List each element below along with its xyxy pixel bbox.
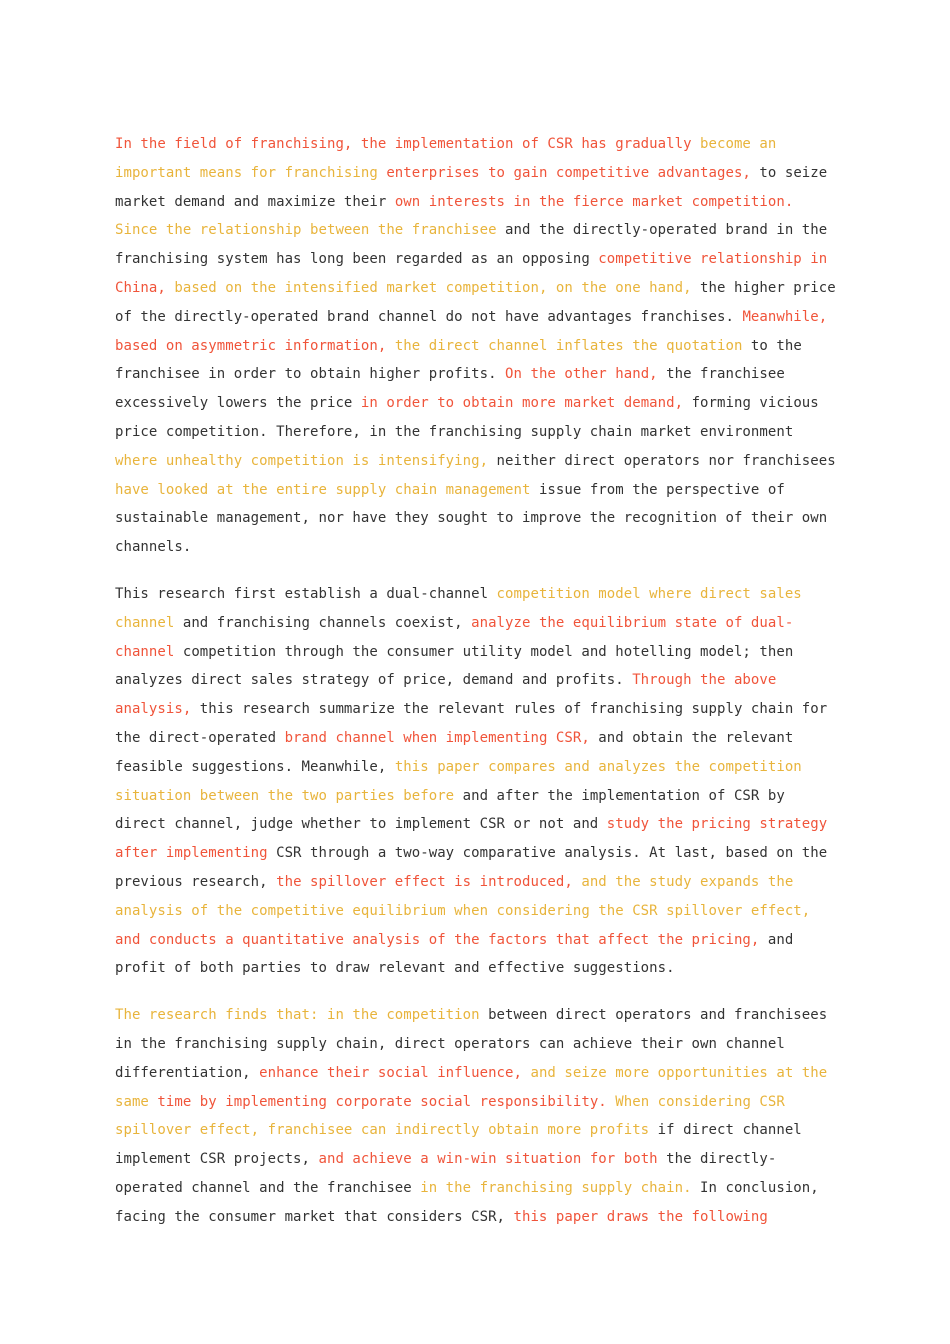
- body-text: and franchising channels coexist,: [174, 614, 472, 631]
- highlighted-text: On the other hand,: [505, 366, 658, 383]
- text-line: [115, 188, 835, 217]
- highlighted-text: the spillover effect is introduced,: [276, 873, 582, 890]
- body-text: analyzes direct sales strategy of price, demand and profits.: [115, 672, 633, 689]
- paragraph: [115, 130, 835, 562]
- highlighted-text: this paper draws the following: [513, 1208, 768, 1225]
- body-text: profit of both parties to draw relevant and effective suggestions.: [115, 960, 675, 977]
- body-text: franchising system has long been regarded as an opposing: [115, 251, 599, 268]
- highlighted-text: and conducts a quantitative analysis of the factors that affect the pricing,: [115, 931, 760, 948]
- text-line: [115, 954, 835, 983]
- highlighted-text: China,: [115, 279, 175, 296]
- paragraph: [115, 580, 835, 983]
- body-text: excessively lowers the price: [115, 395, 361, 412]
- highlighted-text: competitive relationship in: [598, 251, 828, 268]
- text-line: [115, 216, 835, 245]
- text-line: [115, 504, 835, 533]
- text-line: [115, 724, 835, 753]
- body-text: and obtain the relevant: [589, 729, 794, 746]
- highlighted-text: study the pricing strategy: [606, 816, 828, 833]
- body-text: the directly-: [657, 1151, 777, 1168]
- highlighted-text: brand channel when implementing CSR,: [284, 729, 590, 746]
- text-line: [115, 274, 835, 303]
- highlighted-text: analyze the equilibrium state of dual-: [471, 614, 794, 631]
- highlighted-text: and achieve a win-win situation for both: [318, 1151, 658, 1168]
- text-line: [115, 1088, 835, 1117]
- highlighted-text: based on asymmetric information,: [115, 337, 395, 354]
- text-line: [115, 782, 835, 811]
- text-line: [115, 447, 835, 476]
- text-line: [115, 638, 835, 667]
- highlighted-text: In the field of franchising, the implementation of CSR has gradually: [115, 136, 701, 152]
- text-line: [115, 897, 835, 926]
- body-text: and: [759, 931, 794, 948]
- body-text: market demand and maximize their: [115, 193, 395, 210]
- text-line: [115, 1174, 835, 1203]
- text-line: [115, 1001, 835, 1030]
- body-text: franchisee in order to obtain higher profits.: [115, 366, 506, 383]
- text-line: [115, 1145, 835, 1174]
- text-line: [115, 868, 835, 897]
- highlighted-text: after implementing: [115, 845, 268, 862]
- text-line: [115, 1116, 835, 1145]
- body-text: differentiation,: [115, 1064, 260, 1081]
- text-line: [115, 418, 835, 447]
- highlighted-text: the direct channel inflates the quotation: [394, 337, 743, 354]
- highlighted-text: important means for franchising: [115, 164, 387, 181]
- body-text: if direct channel: [649, 1122, 802, 1139]
- highlighted-text: in the franchising supply chain.: [420, 1179, 692, 1196]
- text-line: [115, 303, 835, 332]
- text-line: [115, 360, 835, 389]
- highlighted-text: The research finds that: in the competition: [115, 1007, 480, 1024]
- highlighted-text: time by implementing corporate social responsibility.: [157, 1093, 607, 1110]
- highlighted-text: this paper compares and analyzes the competition: [394, 758, 802, 775]
- text-line: [115, 245, 835, 274]
- body-text: of the directly-operated brand channel do not have advantages franchises.: [115, 308, 743, 325]
- highlighted-text: enhance their social influence,: [259, 1064, 531, 1081]
- highlighted-text: and the study expands the: [581, 873, 794, 890]
- text-line: [115, 332, 835, 361]
- highlighted-text: and seize more opportunities at the: [530, 1064, 828, 1081]
- body-text: sustainable management, nor have they sought to improve the recognition of their own: [115, 510, 828, 527]
- body-text: implement CSR projects,: [115, 1151, 319, 1168]
- highlighted-text: analysis of the competitive equilibrium when considering the CSR spillover effect,: [115, 902, 811, 919]
- highlighted-text: in order to obtain more market demand,: [360, 395, 684, 412]
- text-line: [115, 159, 835, 188]
- body-text: channels.: [115, 539, 192, 556]
- highlighted-text: where unhealthy competition is intensifying,: [115, 452, 489, 469]
- text-line: [115, 839, 835, 868]
- text-line: [115, 389, 835, 418]
- highlighted-text: spillover effect, franchisee can indirectly obtain more profits: [115, 1122, 650, 1139]
- highlighted-text: channel: [115, 643, 175, 660]
- text-line: [115, 476, 835, 505]
- body-text: to seize: [750, 164, 828, 181]
- highlighted-text: Through the above: [632, 672, 777, 689]
- text-line: [115, 533, 835, 562]
- body-text: the direct-operated: [115, 729, 285, 746]
- text-line: [115, 1030, 835, 1059]
- text-line: [115, 1203, 835, 1232]
- body-text: and after the implementation of CSR by: [454, 787, 785, 804]
- body-text: neither direct operators nor franchisees: [488, 452, 836, 469]
- text-line: [115, 609, 835, 638]
- body-text: In conclusion,: [691, 1179, 819, 1196]
- highlighted-text: have looked at the entire supply chain management: [115, 481, 531, 498]
- body-text: feasible suggestions. Meanwhile,: [115, 758, 395, 775]
- highlighted-text: Since the relationship between the franchisee: [115, 222, 497, 239]
- highlighted-text: Meanwhile,: [742, 308, 828, 325]
- body-text: this research summarize the relevant rules of franchising supply chain for: [191, 701, 828, 718]
- highlighted-text: analysis,: [115, 701, 192, 718]
- highlighted-text: channel: [115, 614, 175, 631]
- body-text: competition through the consumer utility model and hotelling model; then: [174, 643, 794, 660]
- text-line: [115, 753, 835, 782]
- highlighted-text: situation between the two parties before: [115, 787, 455, 804]
- body-text: This research first establish a dual-channel: [115, 585, 497, 602]
- highlighted-text: own interests in the fierce market competition.: [394, 193, 794, 210]
- body-text: operated channel and the franchisee: [115, 1179, 421, 1196]
- body-text: the franchisee: [657, 366, 785, 383]
- highlighted-text: When considering CSR: [606, 1093, 785, 1110]
- text-line: [115, 810, 835, 839]
- text-line: [115, 1059, 835, 1088]
- paragraph: [115, 1001, 835, 1231]
- body-text: facing the consumer market that considers CSR,: [115, 1208, 514, 1225]
- body-text: and the directly-operated brand in the: [496, 222, 828, 239]
- highlighted-text: same: [115, 1093, 158, 1110]
- body-text: issue from the perspective of: [530, 481, 785, 498]
- body-text: CSR through a two-way comparative analysis. At last, based on the: [267, 845, 828, 862]
- highlighted-text: based on the intensified market competition, on the one hand,: [174, 279, 692, 296]
- highlighted-text: competition model where direct sales: [496, 585, 802, 602]
- text-line: [115, 926, 835, 955]
- body-text: forming vicious: [683, 395, 819, 412]
- body-text: price competition. Therefore, in the franchising supply chain market environment: [115, 423, 794, 440]
- text-line: [115, 695, 835, 724]
- body-text: the higher price: [691, 279, 836, 296]
- text-line: [115, 580, 835, 609]
- document-page: [115, 130, 835, 1249]
- body-text: direct channel, judge whether to implement CSR or not and: [115, 816, 607, 833]
- body-text: previous research,: [115, 873, 277, 890]
- highlighted-text: enterprises to gain competitive advantages,: [386, 164, 751, 181]
- body-text: between direct operators and franchisees: [479, 1007, 828, 1024]
- body-text: to the: [742, 337, 802, 354]
- highlighted-text: become an: [700, 136, 777, 152]
- text-line: [115, 666, 835, 695]
- body-text: in the franchising supply chain, direct operators can achieve their own channel: [115, 1035, 785, 1052]
- text-line: [115, 130, 835, 159]
